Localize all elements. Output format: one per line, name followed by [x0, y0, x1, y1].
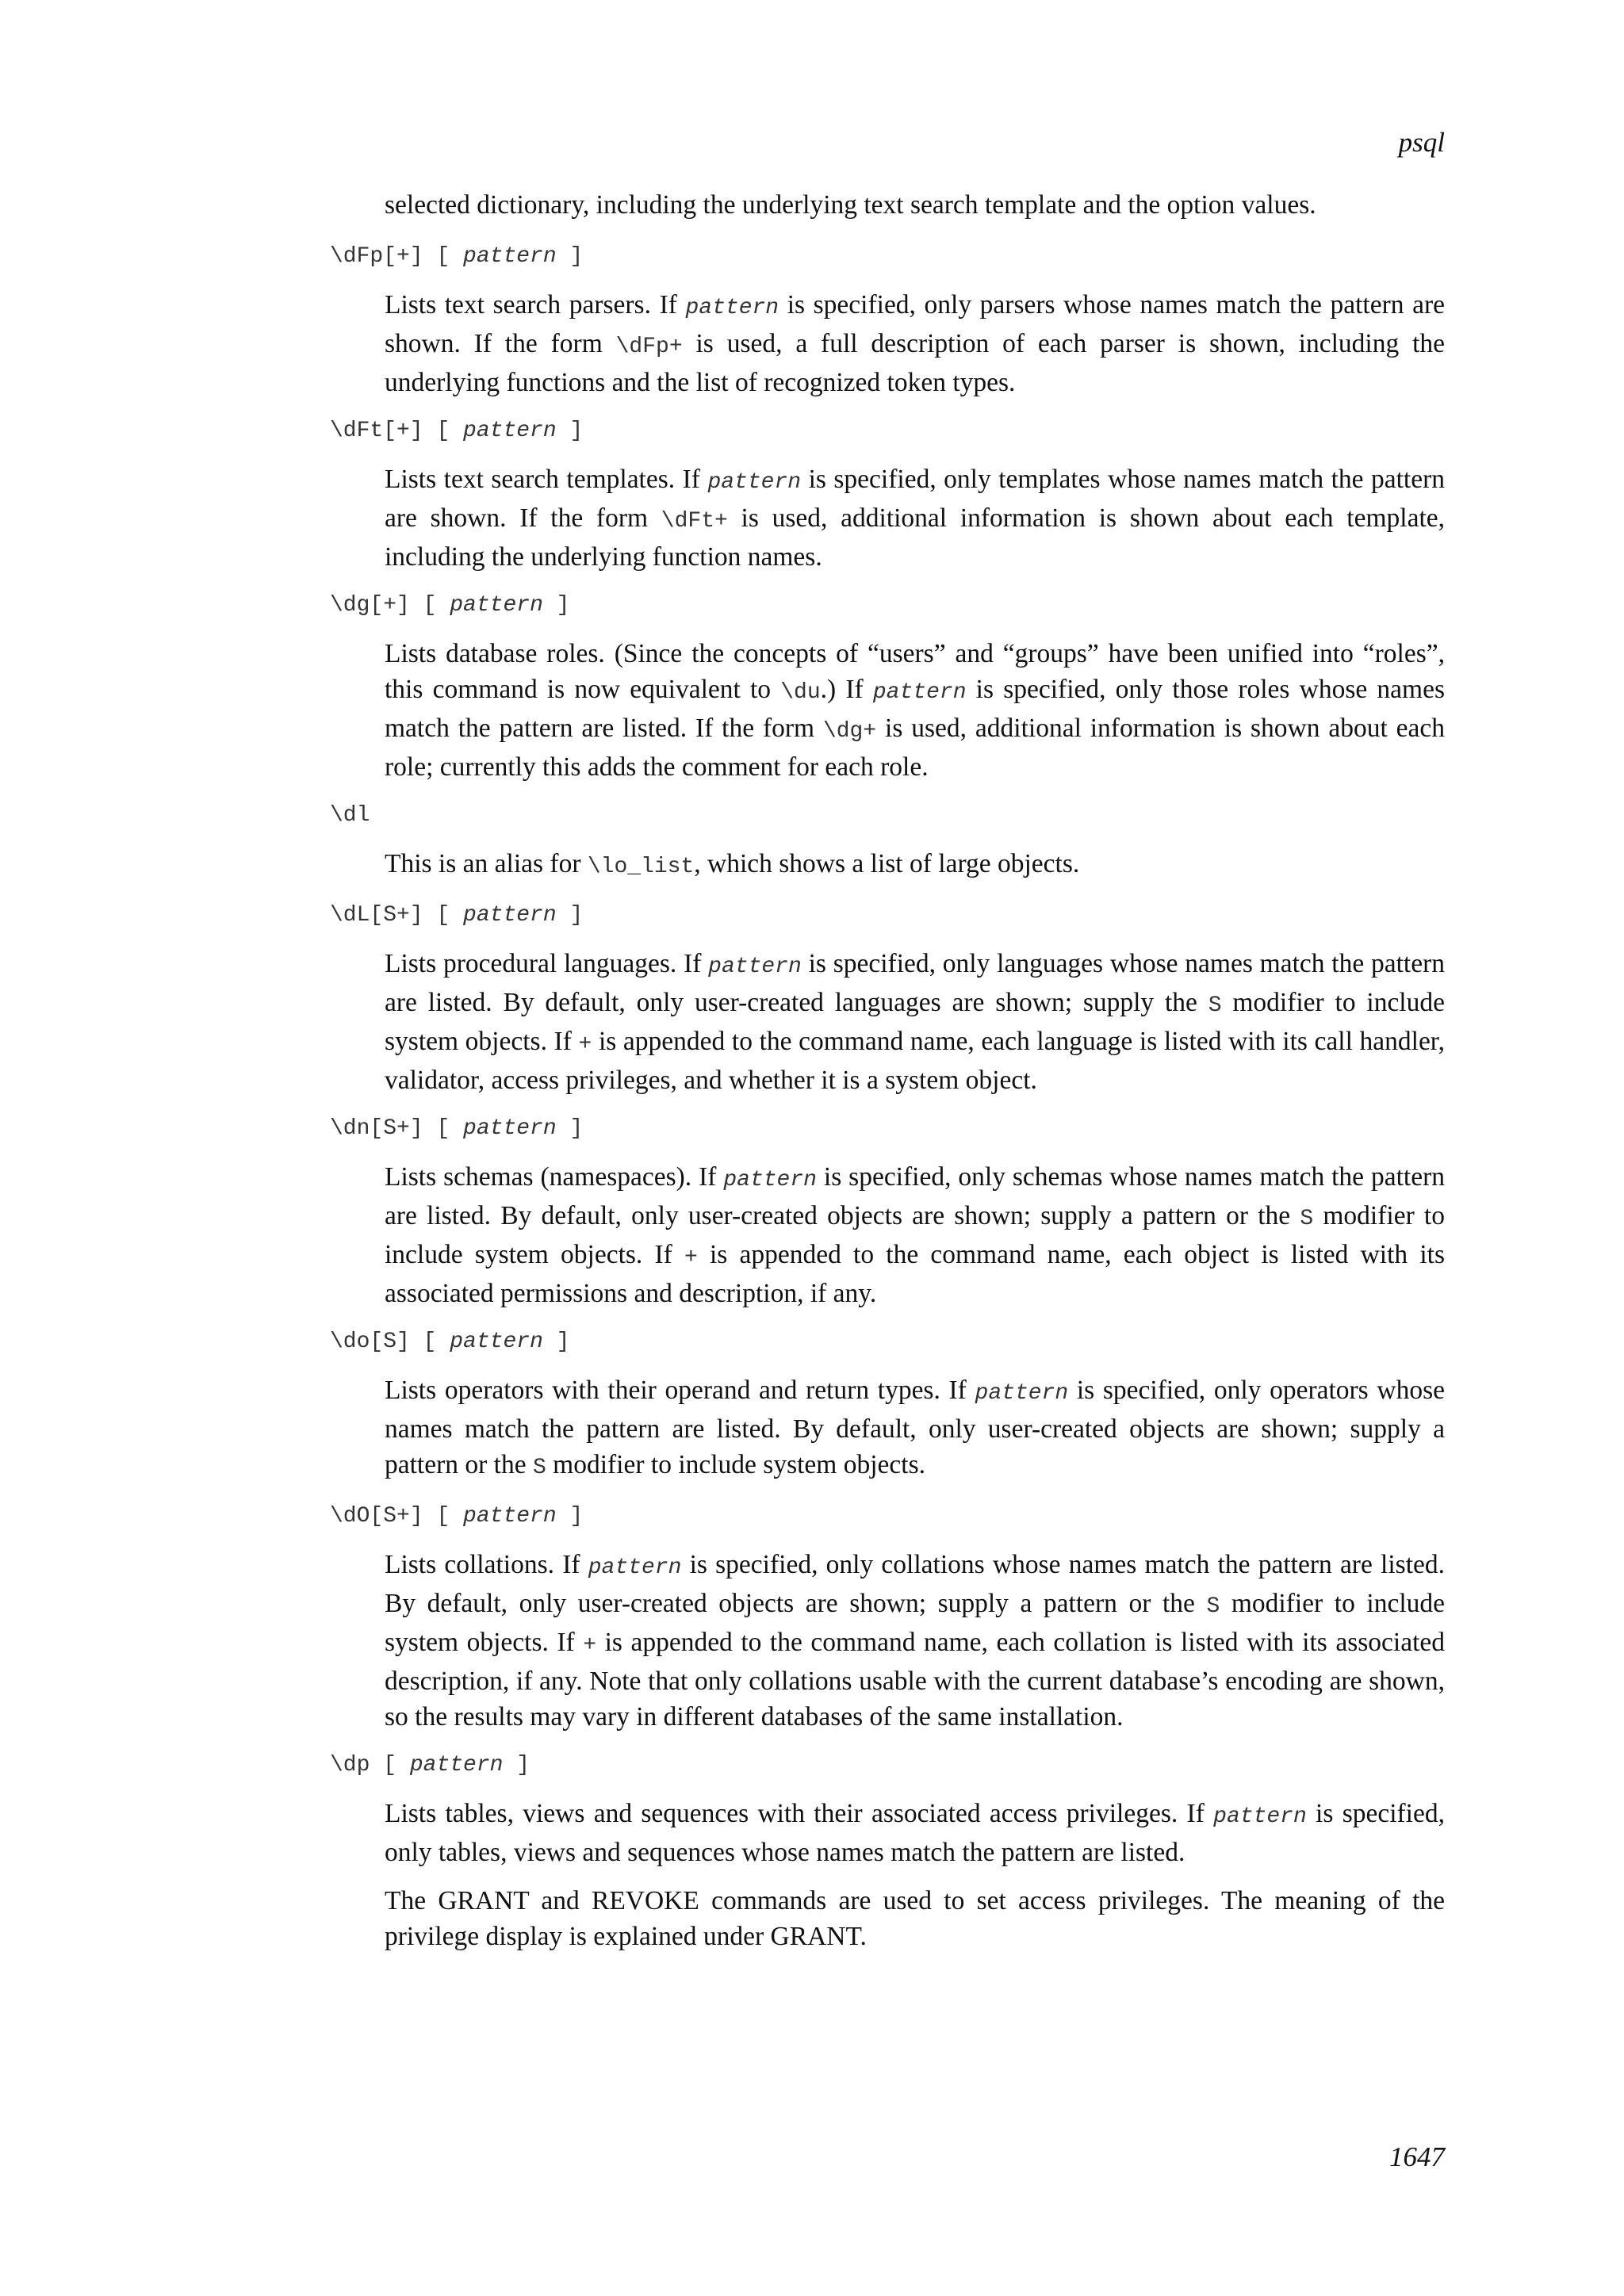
description-text: is used, additional information is shown about each role; currently this adds the comment for each role.	[385, 714, 1445, 782]
command-signature	[330, 1498, 1445, 1534]
parameter-reference: pattern	[1213, 1804, 1307, 1829]
optional-bracket-close: ]	[556, 1504, 584, 1529]
optional-bracket-close: ]	[556, 1116, 584, 1141]
inline-code: \lo_list	[587, 855, 695, 879]
optional-bracket-open: [	[423, 1330, 450, 1354]
command-name: \dg[+]	[330, 593, 410, 618]
command-signature	[330, 1111, 1445, 1146]
description-text: Lists operators with their operand and return types. If	[385, 1376, 975, 1405]
command-description	[385, 846, 1445, 885]
inline-code: +	[583, 1633, 597, 1658]
page-number: 1647	[1389, 2141, 1445, 2172]
command-signature	[330, 239, 1445, 274]
parameter-reference: pattern	[872, 680, 967, 705]
description-text: is specified, only schemas whose names match the pattern are listed. By default, only user-created objects are shown; supply a pattern or the	[385, 1162, 1445, 1230]
description-text: , which shows a list of large objects.	[694, 849, 1080, 878]
description-text: Lists procedural languages. If	[385, 949, 709, 978]
description-text: is used, additional information is shown about each template, including the underlying function names.	[385, 503, 1446, 572]
description-text: .) If	[820, 675, 873, 704]
command-argument: pattern	[450, 593, 543, 618]
parameter-reference: pattern	[975, 1381, 1069, 1406]
command-description	[385, 946, 1445, 1098]
inline-code: S	[1208, 993, 1222, 1018]
command-signature	[330, 897, 1445, 933]
description-text: modifier to include system objects. If	[385, 1201, 1445, 1269]
description-text: is specified, only operators whose names match the pattern are listed. By default, only user-created objects are shown; supply a pattern or the	[385, 1376, 1445, 1479]
command-name: \dO[S+]	[330, 1504, 423, 1529]
description-text: is appended to the command name, each object is listed with its associated permissions and description, if any.	[385, 1240, 1445, 1308]
optional-bracket-close: ]	[503, 1753, 530, 1777]
running-header: psql	[1398, 127, 1445, 158]
command-name: \do[S]	[330, 1330, 410, 1354]
description-text: is specified, only those roles whose names match the pattern are listed. If the form	[385, 675, 1445, 743]
parameter-reference: pattern	[708, 955, 802, 979]
command-description	[385, 1159, 1445, 1311]
inline-code: +	[578, 1032, 592, 1057]
command-argument: pattern	[463, 419, 557, 443]
command-signature	[330, 1324, 1445, 1360]
description-text: Lists collations. If	[385, 1550, 588, 1579]
optional-bracket-close: ]	[556, 244, 584, 269]
optional-bracket-open: [	[436, 1504, 464, 1529]
optional-bracket-open: [	[436, 419, 464, 443]
page-body	[330, 187, 1445, 1967]
command-signature	[330, 413, 1445, 449]
command-argument: pattern	[463, 903, 557, 928]
description-text: modifier to include system objects. If	[385, 1589, 1445, 1657]
inline-code: \dFp+	[615, 335, 683, 359]
description-text: Lists text search templates. If	[385, 465, 708, 494]
inline-code: \dFt+	[661, 509, 728, 534]
description-text: is specified, only templates whose names match the pattern are shown. If the form	[385, 465, 1446, 533]
description-text: is used, a full description of each parser is shown, including the underlying functions and the list of recognized token types.	[385, 329, 1445, 397]
command-name: \dL[S+]	[330, 903, 423, 928]
command-argument: pattern	[409, 1753, 504, 1777]
command-signature	[330, 587, 1445, 623]
command-list	[330, 239, 1445, 1954]
parameter-reference: pattern	[588, 1556, 682, 1580]
optional-bracket-open: [	[436, 244, 464, 269]
command-name: \dl	[330, 803, 370, 828]
parameter-reference: pattern	[685, 296, 779, 320]
description-text: Lists tables, views and sequences with their associated access privileges. If	[385, 1799, 1214, 1828]
command-description	[385, 1372, 1445, 1486]
optional-bracket-close: ]	[556, 419, 584, 443]
description-text: is appended to the command name, each collation is listed with its associated description, if any. Note that only collations usable with the current database’s encoding are shown, so the results may vary in different databases of the same installation.	[385, 1628, 1446, 1732]
optional-bracket-close: ]	[556, 903, 584, 928]
description-text: is specified, only parsers whose names match the pattern are shown. If the form	[385, 290, 1445, 358]
description-text: is specified, only languages whose names match the pattern are listed. By default, only user-created languages are shown; supply the	[385, 949, 1446, 1017]
inline-code: S	[1300, 1207, 1314, 1231]
description-text: The GRANT and REVOKE commands are used to set access privileges. The meaning of the privilege display is explained under GRANT.	[385, 1886, 1445, 1951]
optional-bracket-open: [	[423, 593, 450, 618]
inline-code: S	[1206, 1594, 1220, 1619]
optional-bracket-close: ]	[542, 593, 570, 618]
command-description	[385, 287, 1445, 400]
inline-code: \du	[780, 680, 821, 705]
command-description	[385, 461, 1445, 575]
optional-bracket-close: ]	[542, 1330, 570, 1354]
optional-bracket-open: [	[383, 1753, 410, 1777]
command-description	[385, 1796, 1445, 1870]
command-description	[385, 636, 1445, 785]
command-name: \dFt[+]	[330, 419, 423, 443]
parameter-reference: pattern	[723, 1168, 817, 1192]
description-text: This is an alias for	[385, 849, 588, 878]
description-text: modifier to include system objects. If	[385, 988, 1445, 1056]
command-description	[385, 1547, 1445, 1735]
inline-code: +	[684, 1246, 698, 1270]
command-signature	[330, 1747, 1445, 1783]
description-text: is specified, only tables, views and sequences whose names match the pattern are listed.	[385, 1799, 1445, 1867]
description-text: is specified, only collations whose names match the pattern are listed. By default, only user-created objects are shown; supply a pattern or the	[385, 1550, 1446, 1618]
command-name: \dp	[330, 1753, 370, 1777]
description-text: Lists schemas (namespaces). If	[385, 1162, 724, 1192]
command-argument: pattern	[463, 244, 557, 269]
command-signature	[330, 798, 1445, 833]
command-argument: pattern	[463, 1504, 557, 1529]
optional-bracket-open: [	[436, 903, 464, 928]
command-argument: pattern	[450, 1330, 543, 1354]
description-text: Lists text search parsers. If	[385, 290, 686, 320]
description-text: Lists database roles. (Since the concepts of “users” and “groups” have been unified into “roles”, this command is now equivalent to	[385, 639, 1445, 704]
optional-bracket-open: [	[436, 1116, 464, 1141]
description-text: modifier to include system objects.	[546, 1450, 925, 1479]
parameter-reference: pattern	[707, 470, 802, 495]
command-argument: pattern	[463, 1116, 557, 1141]
command-description	[385, 1883, 1445, 1954]
command-name: \dFp[+]	[330, 244, 423, 269]
inline-code: \dg+	[822, 719, 877, 744]
description-text: is appended to the command name, each language is listed with its call handler, validator, access privileges, and whether it is a system object.	[385, 1027, 1445, 1095]
inline-code: S	[532, 1456, 546, 1480]
intro-paragraph: selected dictionary, including the underlying text search template and the option values.	[385, 190, 1316, 220]
command-name: \dn[S+]	[330, 1116, 423, 1141]
